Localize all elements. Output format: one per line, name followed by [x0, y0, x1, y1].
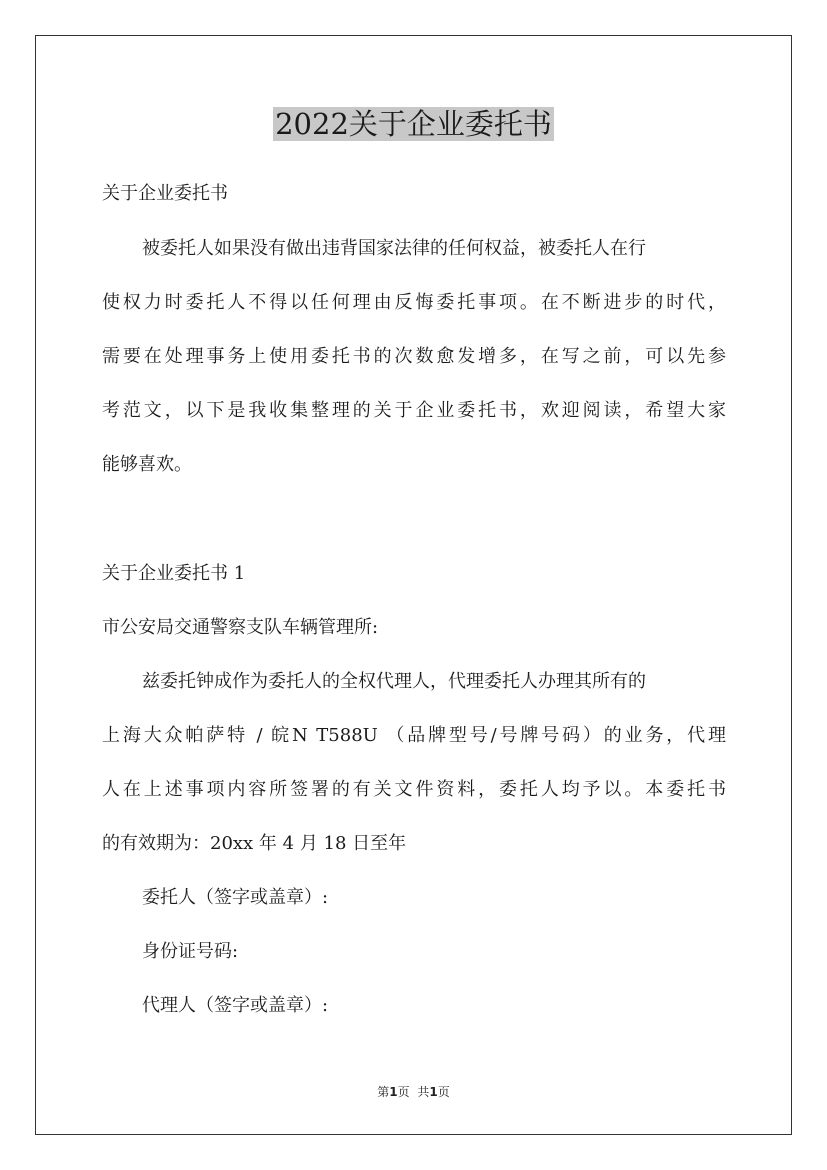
intro-line-3: 需要在处理事务上使用委托书的次数愈发增多，在写之前，可以先参: [102, 346, 726, 367]
signature-agent-line: 代理人（签字或盖章）:: [142, 995, 329, 1016]
page-footer: [0, 1083, 827, 1101]
footer-page-number: 1: [389, 1085, 398, 1099]
document-title: [0, 104, 827, 144]
body-line-4: 的有效期为：20xx 年 4 月 18 日至年: [102, 833, 407, 854]
signature-principal-line: 委托人（签字或盖章）:: [142, 887, 329, 908]
footer-page-label: 页: [397, 1085, 410, 1099]
footer-total-label: 页: [437, 1085, 450, 1099]
section-heading: 关于企业委托书 1: [102, 563, 246, 584]
footer-total-pages: 1: [429, 1085, 438, 1099]
intro-line-1: 被委托人如果没有做出违背国家法律的任何权益，被委托人在行: [142, 238, 646, 259]
intro-line-2: 使权力时委托人不得以任何理由反悔委托事项。在不断进步的时代，: [102, 292, 726, 313]
body-line-2: 上海大众帕萨特 / 皖N T588U （品牌型号/号牌号码）的业务，代理: [102, 725, 726, 746]
body-line-3: 人在上述事项内容所签署的有关文件资料，委托人均予以。本委托书: [102, 779, 726, 800]
id-number-line: 身份证号码:: [142, 941, 239, 962]
footer-prefix: 第: [377, 1085, 390, 1099]
document-subtitle: 关于企业委托书: [102, 183, 228, 204]
addressee-line: 市公安局交通警察支队车辆管理所:: [102, 617, 379, 638]
document-title-text: 2022关于企业委托书: [275, 107, 552, 141]
intro-line-5: 能够喜欢。: [102, 454, 192, 475]
footer-total-prefix: 共: [417, 1085, 430, 1099]
intro-line-4: 考范文，以下是我收集整理的关于企业委托书，欢迎阅读，希望大家: [102, 400, 726, 421]
body-line-1: 兹委托钟成作为委托人的全权代理人，代理委托人办理其所有的: [142, 671, 646, 692]
